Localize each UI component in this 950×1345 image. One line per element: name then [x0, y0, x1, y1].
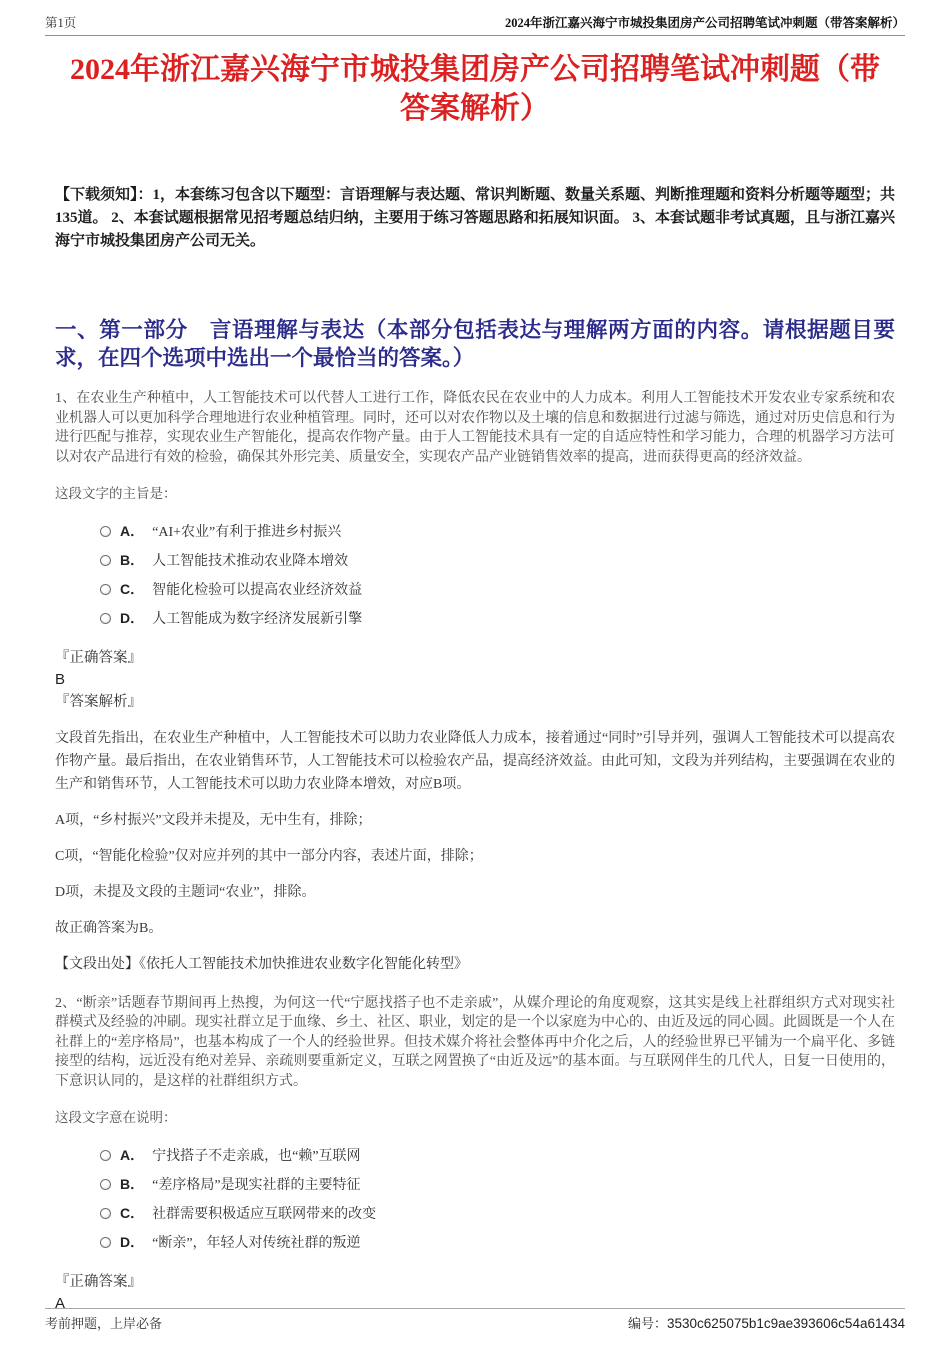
option-text: “差序格局”是现实社群的主要特征	[152, 1178, 361, 1193]
footer-serial-value: 3530c625075b1c9ae393606c54a61434	[667, 1316, 905, 1331]
analysis-label: 『答案解析』	[55, 693, 142, 710]
radio-button[interactable]	[100, 613, 111, 624]
radio-button[interactable]	[100, 526, 111, 537]
analysis-point-d: D项，未提及文段的主题词“农业”，排除。	[55, 884, 316, 900]
download-notice: 【下载须知】：1，本套练习包含以下题型：言语理解与表达题、常识判断题、数量关系题、判断推理题和资料分析题等题型；共135道。 2、本套试题根据常见招考题总结归纳，主要用于练习答题思路和拓展知识面。 3、本套试题非考试真题，且与浙江嘉兴海宁市城投集团房产公司无关。	[55, 187, 896, 249]
correct-answer-label: 『正确答案』	[55, 649, 142, 666]
page-footer	[45, 1308, 905, 1332]
option-letter: A．	[120, 523, 145, 539]
question-list	[55, 389, 895, 1315]
radio-button[interactable]	[100, 1237, 111, 1248]
doc-title: 2024年浙江嘉兴海宁市城投集团房产公司招聘笔试冲刺题（带答案解析）	[70, 53, 880, 125]
option-row-c[interactable]	[100, 575, 895, 604]
option-row-b[interactable]	[100, 1170, 895, 1199]
option-letter: C．	[120, 581, 145, 597]
analysis-paragraph: 文段首先指出，在农业生产种植中，人工智能技术可以助力农业降低人力成本，接着通过“同时”引导并列，强调人工智能技术可以提高农作物产量。最后指出，在农业销售环节，人工智能技术可以检验农产品，提高经济效益。由此可知，文段为并列结构，主要强调在农业的生产和销售环节，人工智能技术可以助力农业降本增效，对应B项。	[55, 730, 895, 792]
option-letter: B．	[120, 1176, 145, 1192]
option-text: 人工智能技术推动农业降本增效	[152, 554, 349, 569]
radio-button[interactable]	[100, 555, 111, 566]
analysis-conclusion: 故正确答案为B。	[55, 920, 163, 936]
option-letter: B．	[120, 552, 145, 568]
analysis-point-c: C项，“智能化检验”仅对应并列的其中一部分内容，表述片面，排除；	[55, 848, 483, 864]
option-row-d[interactable]	[100, 1228, 895, 1257]
footer-serial-label: 编号：	[628, 1316, 668, 1331]
option-letter: A．	[120, 1147, 145, 1163]
header-doc-title: 2024年浙江嘉兴海宁市城投集团房产公司招聘笔试冲刺题（带答案解析）	[504, 16, 905, 30]
question-stem: 2、“断亲”话题春节期间再上热搜，为何这一代“宁愿找搭子也不走亲戚”，从媒介理论的角度观察，这其实是线上社群组织方式对现实社群模式及经验的冲刷。现实社群立足于血缘、乡土、社区、职业，划定的是一个以家庭为中心的、由近及远的同心圆。此圆既是一个人在社群上的“差序格局”，也基本构成了一个人的经验世界。但技术媒介将社会整体再中介化之后，人的经验世界已平铺为一个扁平化、多链接型的结构，远近没有绝对差异、亲疏则要重新定义，互联之网置换了“由近及远”的基本面。与互联网伴生的几代人，日复一日使用的，下意识认同的，是这样的社群组织方式。	[55, 995, 895, 1089]
question-prompt: 这段文字意在说明：	[55, 1110, 177, 1125]
correct-answer-value: B	[55, 670, 66, 688]
option-text: 宁找搭子不走亲戚，也“赖”互联网	[152, 1149, 361, 1164]
correct-answer-value: A	[55, 1294, 66, 1312]
radio-button[interactable]	[100, 1179, 111, 1190]
radio-button[interactable]	[100, 1150, 111, 1161]
option-text: “AI+农业”有利于推进乡村振兴	[152, 525, 342, 540]
option-letter: D．	[120, 1234, 145, 1250]
option-row-d[interactable]	[100, 604, 895, 633]
options-group	[55, 1141, 895, 1257]
option-text: 社群需要积极适应互联网带来的改变	[152, 1207, 377, 1222]
section-heading: 一、第一部分 言语理解与表达（本部分包括表达与理解两方面的内容。请根据题目要求，在四个选项中选出一个最恰当的答案。）	[55, 318, 895, 370]
options-group	[55, 517, 895, 633]
option-text: 智能化检验可以提高农业经济效益	[152, 583, 363, 598]
radio-button[interactable]	[100, 584, 111, 595]
option-row-a[interactable]	[100, 1141, 895, 1170]
footer-slogan: 考前押题，上岸必备	[45, 1316, 163, 1331]
footer-serial	[628, 1315, 905, 1332]
page-header	[45, 16, 905, 36]
option-text: “断亲”，年轻人对传统社群的叛逆	[152, 1236, 361, 1251]
option-letter: D．	[120, 610, 145, 626]
option-row-b[interactable]	[100, 546, 895, 575]
question-stem: 1、在农业生产种植中，人工智能技术可以代替人工进行工作，降低农民在农业中的人力成本。利用人工智能技术开发农业专家系统和农业机器人可以更加科学合理地进行农业种植管理。同时，还可以对农作物以及土壤的信息和数据进行过滤与筛选，通过对历史信息和行为进行匹配与推荐，实现农业生产智能化，提高农作物产量。由于人工智能技术具有一定的自适应特性和学习能力，合理的机器学习方法可以对农产品进行有效的检验，确保其外形完美、质量安全，实现农产品产业链销售效率的提高，进而获得更高的经济效益。	[55, 391, 895, 465]
question-block-1	[55, 389, 895, 976]
option-row-c[interactable]	[100, 1199, 895, 1228]
source-line: 【文段出处】《依托人工智能技术加快推进农业数字化智能化转型》	[55, 956, 468, 972]
correct-answer-label: 『正确答案』	[55, 1273, 142, 1290]
analysis-point-a: A项，“乡村振兴”文段并未提及，无中生有，排除；	[55, 812, 372, 828]
question-prompt: 这段文字的主旨是：	[55, 486, 177, 501]
radio-button[interactable]	[100, 1208, 111, 1219]
option-row-a[interactable]	[100, 517, 895, 546]
option-letter: C．	[120, 1205, 145, 1221]
question-block-2	[55, 994, 895, 1315]
header-page-number: 第1页	[45, 16, 77, 30]
option-text: 人工智能成为数字经济发展新引擎	[152, 612, 363, 627]
